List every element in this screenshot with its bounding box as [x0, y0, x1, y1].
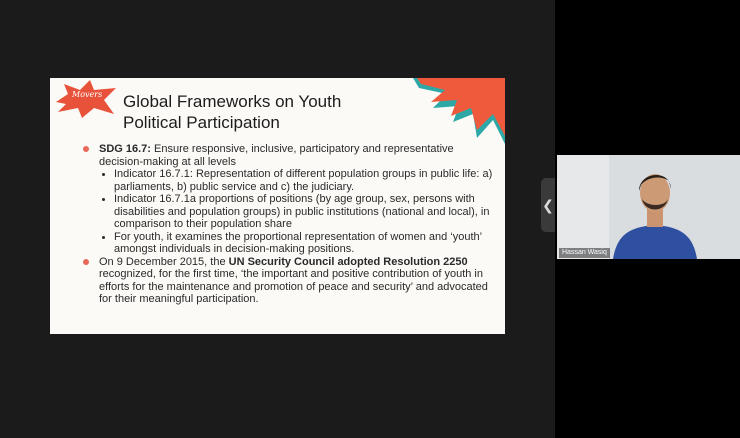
movers-logo — [54, 80, 118, 118]
bullet-resolution-text: recognized, for the first time, ‘the important and positive contribution of youth in efforts for the maintenance and promotion of peace and security’ and advocated for their meaningful participation. — [99, 268, 488, 305]
bullet-resolution-lead: UN Security Council adopted Resolution 2250 — [228, 255, 468, 268]
participant-name: Hassan Wasiq — [559, 248, 610, 258]
slide-content — [81, 143, 499, 306]
slide-title — [123, 91, 423, 133]
presentation-slide — [50, 78, 505, 334]
bullet-sdg — [81, 143, 499, 168]
decorative-burst — [413, 78, 505, 144]
slide-title-line-2: Political Participation — [123, 113, 280, 132]
participant-video — [557, 155, 740, 259]
logo-text: Movers — [72, 90, 103, 99]
chevron-left-icon: ❮ — [542, 197, 554, 213]
sub-bullet-indicator-1a: Indicator 16.7.1a proportions of positions (by age group, sex, persons with disabilities and population groups) in public institutions (national and local), in comparison to their population share — [99, 193, 499, 231]
collapse-panel-button[interactable] — [541, 178, 555, 232]
bullet-resolution-pre: On 9 December 2015, the — [99, 255, 229, 268]
bullet-sdg-lead: SDG 16.7: — [99, 143, 151, 155]
sub-bullet-youth: For youth, it examines the proportional representation of women and ‘youth’ amongst individuals in decision-making positions. — [99, 231, 499, 256]
participant-video-tile[interactable] — [557, 155, 740, 259]
slide-title-line-1: Global Frameworks on Youth — [123, 92, 342, 111]
bullet-sdg-text: Ensure responsive, inclusive, participatory and representative decision-making at all levels — [99, 143, 454, 168]
sub-bullet-indicator-1: Indicator 16.7.1: Representation of different population groups in public life: a) parliaments, b) public service and c) the judiciary. — [99, 168, 499, 193]
bullet-resolution — [81, 256, 499, 306]
